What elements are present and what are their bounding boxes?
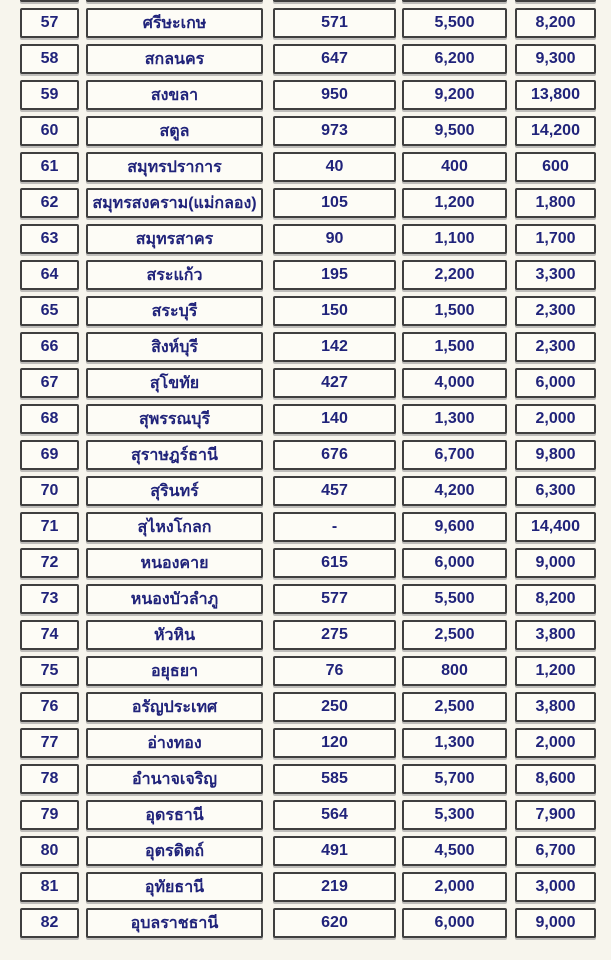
value-1-cell: 491 <box>273 836 396 866</box>
row-number-cell: 66 <box>20 332 79 362</box>
row-number-cell: 82 <box>20 908 79 938</box>
value-3-cell: 2,300 <box>515 296 596 326</box>
value-2-cell: 2,500 <box>402 620 507 650</box>
value-3-cell: 3,800 <box>515 692 596 722</box>
row-number-cell: 67 <box>20 368 79 398</box>
row-number-cell: 76 <box>20 692 79 722</box>
province-name-cell: ศรีษะเกษ <box>86 8 263 38</box>
province-name-cell: สตูล <box>86 116 263 146</box>
value-1-cell: 219 <box>273 872 396 902</box>
row-number-cell: 69 <box>20 440 79 470</box>
row-number-cell: 63 <box>20 224 79 254</box>
table-row <box>20 188 597 218</box>
province-name-cell: สุพรรณบุรี <box>86 404 263 434</box>
value-1-cell: 275 <box>273 620 396 650</box>
table-row <box>20 80 597 110</box>
value-1-cell: 457 <box>273 476 396 506</box>
province-name-cell: สิงห์บุรี <box>86 332 263 362</box>
province-name-cell: สกลนคร <box>86 44 263 74</box>
value-3-cell: 3,800 <box>515 620 596 650</box>
province-name-cell: หัวหิน <box>86 620 263 650</box>
table-row <box>20 512 597 542</box>
province-name-cell: สมุทรปราการ <box>86 152 263 182</box>
value-1-cell: 76 <box>273 656 396 686</box>
value-2-cell: 5,300 <box>402 800 507 830</box>
value-2-cell: 2,500 <box>402 692 507 722</box>
value-1-cell: - <box>273 512 396 542</box>
value-3-cell <box>515 0 596 2</box>
value-3-cell: 3,300 <box>515 260 596 290</box>
value-3-cell: 1,800 <box>515 188 596 218</box>
row-number-cell: 81 <box>20 872 79 902</box>
province-name-cell: หนองบัวลำภู <box>86 584 263 614</box>
value-2-cell: 6,200 <box>402 44 507 74</box>
province-name-cell: สมุทรสงคราม(แม่กลอง) <box>86 188 263 218</box>
table-row <box>20 332 597 362</box>
value-3-cell: 2,000 <box>515 404 596 434</box>
value-3-cell: 14,400 <box>515 512 596 542</box>
row-number-cell: 78 <box>20 764 79 794</box>
value-1-cell: 140 <box>273 404 396 434</box>
row-number-cell <box>20 0 79 2</box>
province-name-cell: อรัญประเทศ <box>86 692 263 722</box>
province-name-cell: อุตรดิตถ์ <box>86 836 263 866</box>
province-name-cell: สมุทรสาคร <box>86 224 263 254</box>
value-1-cell: 120 <box>273 728 396 758</box>
row-number-cell: 75 <box>20 656 79 686</box>
province-table <box>20 0 597 944</box>
row-number-cell: 59 <box>20 80 79 110</box>
value-1-cell: 676 <box>273 440 396 470</box>
table-row <box>20 656 597 686</box>
row-number-cell: 68 <box>20 404 79 434</box>
table-row <box>20 872 597 902</box>
value-3-cell: 1,700 <box>515 224 596 254</box>
value-1-cell: 105 <box>273 188 396 218</box>
value-3-cell: 6,700 <box>515 836 596 866</box>
value-3-cell: 2,300 <box>515 332 596 362</box>
value-3-cell: 13,800 <box>515 80 596 110</box>
table-row <box>20 224 597 254</box>
table-row <box>20 476 597 506</box>
value-2-cell: 4,500 <box>402 836 507 866</box>
value-1-cell <box>273 0 396 2</box>
value-1-cell: 585 <box>273 764 396 794</box>
value-3-cell: 6,000 <box>515 368 596 398</box>
value-2-cell: 400 <box>402 152 507 182</box>
province-name-cell: สระบุรี <box>86 296 263 326</box>
value-1-cell: 250 <box>273 692 396 722</box>
value-2-cell: 6,700 <box>402 440 507 470</box>
value-3-cell: 600 <box>515 152 596 182</box>
value-3-cell: 3,000 <box>515 872 596 902</box>
table-row <box>20 404 597 434</box>
value-2-cell: 9,500 <box>402 116 507 146</box>
row-number-cell: 73 <box>20 584 79 614</box>
table-row <box>20 440 597 470</box>
value-3-cell: 2,000 <box>515 728 596 758</box>
value-3-cell: 9,800 <box>515 440 596 470</box>
value-1-cell: 564 <box>273 800 396 830</box>
province-name-cell: สุรินทร์ <box>86 476 263 506</box>
value-1-cell: 90 <box>273 224 396 254</box>
value-3-cell: 7,900 <box>515 800 596 830</box>
row-number-cell: 65 <box>20 296 79 326</box>
value-1-cell: 150 <box>273 296 396 326</box>
table-row <box>20 548 597 578</box>
table-row <box>20 908 597 938</box>
value-1-cell: 973 <box>273 116 396 146</box>
province-name-cell: อำนาจเจริญ <box>86 764 263 794</box>
value-3-cell: 8,200 <box>515 584 596 614</box>
row-number-cell: 77 <box>20 728 79 758</box>
province-name-cell: สงขลา <box>86 80 263 110</box>
province-name-cell: สุไหงโกลก <box>86 512 263 542</box>
table-row <box>20 116 597 146</box>
value-3-cell: 9,000 <box>515 908 596 938</box>
row-number-cell: 70 <box>20 476 79 506</box>
value-3-cell: 9,300 <box>515 44 596 74</box>
province-name-cell: อุบลราชธานี <box>86 908 263 938</box>
value-2-cell: 1,100 <box>402 224 507 254</box>
value-1-cell: 647 <box>273 44 396 74</box>
row-number-cell: 72 <box>20 548 79 578</box>
value-2-cell: 1,500 <box>402 332 507 362</box>
province-name-cell: อ่างทอง <box>86 728 263 758</box>
value-2-cell: 5,700 <box>402 764 507 794</box>
value-3-cell: 14,200 <box>515 116 596 146</box>
value-2-cell: 1,200 <box>402 188 507 218</box>
value-3-cell: 1,200 <box>515 656 596 686</box>
value-2-cell: 4,200 <box>402 476 507 506</box>
value-2-cell: 6,000 <box>402 908 507 938</box>
value-1-cell: 615 <box>273 548 396 578</box>
value-3-cell: 8,200 <box>515 8 596 38</box>
province-name-cell: สระแก้ว <box>86 260 263 290</box>
table-row <box>20 152 597 182</box>
table-row <box>20 296 597 326</box>
value-2-cell <box>402 0 507 2</box>
value-1-cell: 950 <box>273 80 396 110</box>
table-row <box>20 44 597 74</box>
value-2-cell: 4,000 <box>402 368 507 398</box>
province-name-cell: สุโขทัย <box>86 368 263 398</box>
value-1-cell: 571 <box>273 8 396 38</box>
value-3-cell: 9,000 <box>515 548 596 578</box>
row-number-cell: 79 <box>20 800 79 830</box>
row-number-cell: 57 <box>20 8 79 38</box>
row-number-cell: 58 <box>20 44 79 74</box>
province-name-cell: อุทัยธานี <box>86 872 263 902</box>
row-number-cell: 64 <box>20 260 79 290</box>
value-1-cell: 195 <box>273 260 396 290</box>
value-1-cell: 577 <box>273 584 396 614</box>
row-number-cell: 80 <box>20 836 79 866</box>
table-row-partial <box>20 0 597 2</box>
province-name-cell <box>86 0 263 2</box>
province-name-cell: สุราษฎร์ธานี <box>86 440 263 470</box>
province-name-cell: อยุธยา <box>86 656 263 686</box>
table-row <box>20 620 597 650</box>
value-2-cell: 5,500 <box>402 584 507 614</box>
row-number-cell: 74 <box>20 620 79 650</box>
value-3-cell: 6,300 <box>515 476 596 506</box>
value-3-cell: 8,600 <box>515 764 596 794</box>
value-2-cell: 800 <box>402 656 507 686</box>
row-number-cell: 71 <box>20 512 79 542</box>
value-2-cell: 1,300 <box>402 404 507 434</box>
table-row <box>20 836 597 866</box>
value-2-cell: 2,000 <box>402 872 507 902</box>
value-2-cell: 1,500 <box>402 296 507 326</box>
table-row <box>20 368 597 398</box>
value-2-cell: 1,300 <box>402 728 507 758</box>
value-1-cell: 142 <box>273 332 396 362</box>
row-number-cell: 60 <box>20 116 79 146</box>
value-1-cell: 40 <box>273 152 396 182</box>
province-name-cell: อุดรธานี <box>86 800 263 830</box>
table-row <box>20 584 597 614</box>
table-row <box>20 800 597 830</box>
value-1-cell: 620 <box>273 908 396 938</box>
value-2-cell: 2,200 <box>402 260 507 290</box>
province-name-cell: หนองคาย <box>86 548 263 578</box>
value-2-cell: 9,600 <box>402 512 507 542</box>
value-2-cell: 5,500 <box>402 8 507 38</box>
row-number-cell: 62 <box>20 188 79 218</box>
value-2-cell: 6,000 <box>402 548 507 578</box>
table-row <box>20 764 597 794</box>
table-row <box>20 260 597 290</box>
value-2-cell: 9,200 <box>402 80 507 110</box>
value-1-cell: 427 <box>273 368 396 398</box>
table-row <box>20 8 597 38</box>
row-number-cell: 61 <box>20 152 79 182</box>
table-row <box>20 692 597 722</box>
table-row <box>20 728 597 758</box>
